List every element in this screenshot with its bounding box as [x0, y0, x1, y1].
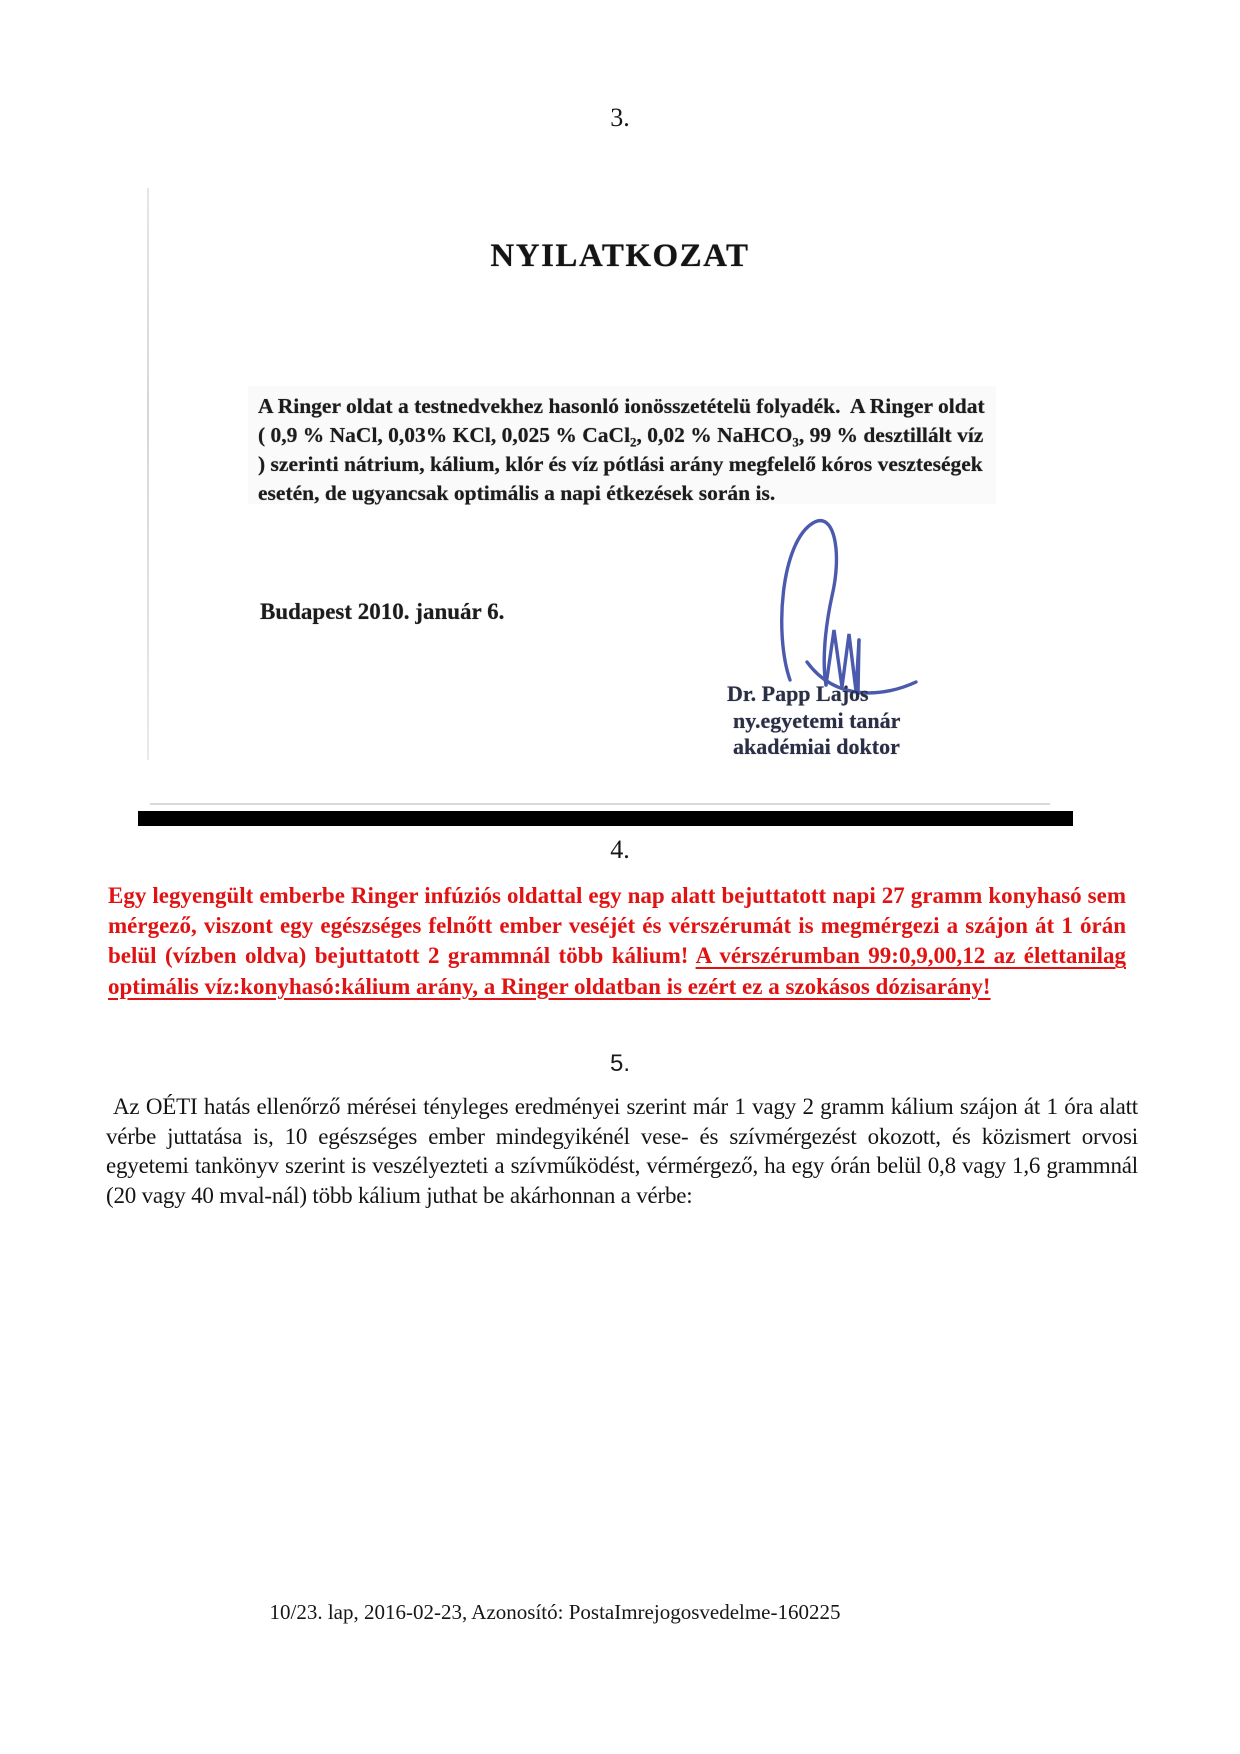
signatory-title-1: ny.egyetemi tanár [733, 707, 901, 733]
page-divider-bar [138, 811, 1073, 826]
declaration-body-line: esetén, de ugyancsak optimális a napi étkezések során is. [258, 481, 776, 505]
declaration-body-line: ( 0,9 % NaCl, 0,03% KCl, 0,025 % CaCl₂, 0,02 % NaHCO₃, 99 % desztillált víz [258, 423, 984, 447]
signatory-title-2: akadémiai doktor [733, 734, 900, 759]
red-warning-paragraph [108, 881, 1126, 1002]
declaration-body-line: A Ringer oldat a testnedvekhez hasonló ionösszetételü folyadék. A Ringer oldat [258, 394, 985, 418]
declaration-body [258, 392, 1003, 508]
signatory-name: Dr. Papp Lajos [727, 681, 869, 706]
declaration-title: NYILATKOZAT [490, 238, 750, 274]
page-number-4: 4. [610, 835, 630, 864]
page-number-5: 5. [609, 1050, 630, 1077]
red-warning-text: Egy legyengült emberbe Ringer infúziós oldattal egy nap alatt bejuttatott napi 27 gramm konyhasó sem mérgező, viszont egy egészséges felnőtt ember veséjét és vérszérumát is megmérgezi a szájon át 1 órán belül (vízben oldva) bejuttatott 2 grammnál több kálium! [108, 883, 1126, 969]
declaration-body-line: ) szerinti nátrium, kálium, klór és víz pótlási arány megfelelő kóros veszteségek [258, 452, 983, 476]
red-warning-underlined-text: A vérszérumban 99:0,9,00,12 az élettanilag optimális víz:konyhasó:kálium arány, a Ringer oldatban is ezért ez a szokásos dózisarány! [108, 943, 1126, 999]
declaration-date: Budapest 2010. január 6. [260, 599, 505, 624]
section5-paragraph: Az OÉTI hatás ellenőrző mérései tényleges eredményei szerint már 1 vagy 2 gramm kálium szájon át 1 óra alatt vérbe juttatása is, 10 egészséges ember mindegyikénél vese- és szívmérgezést okozott, és közismert orvosi egyetemi tankönyv szerint is veszélyezteti a szívműködést, vérmérgező, ha egy órán belül 0,8 vagy 1,6 grammnál (20 vagy 40 mval-nál) több kálium juthat be akárhonnan a vérbe: [106, 1094, 1138, 1208]
signatory-block [727, 681, 900, 761]
scan-edge-artifact [150, 803, 1050, 805]
page-number-3: 3. [610, 103, 630, 132]
page-footer: 10/23. lap, 2016-02-23, Azonosító: PostaImrejogosvedelme-160225 [269, 1600, 841, 1624]
